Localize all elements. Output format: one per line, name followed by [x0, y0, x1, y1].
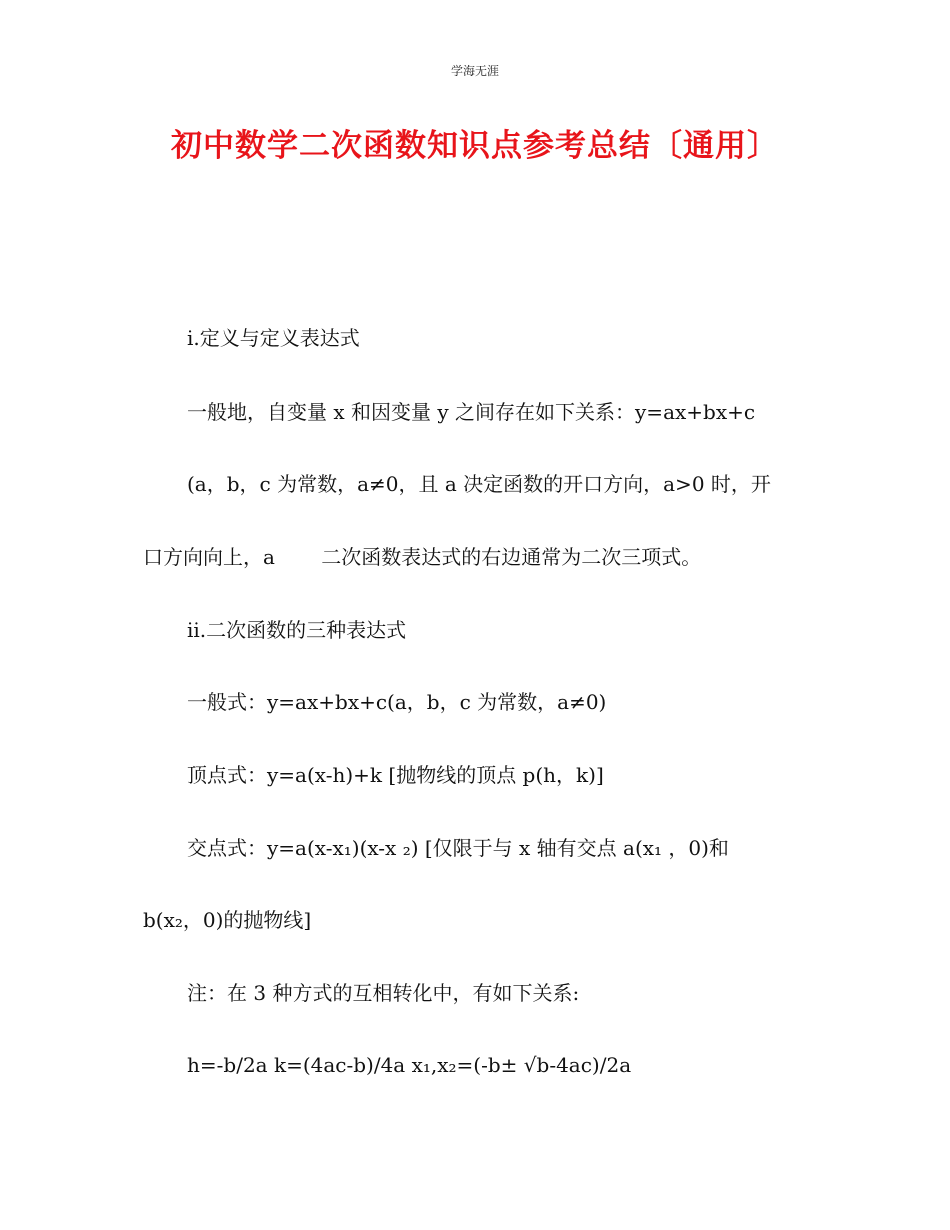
note-line: 注：在 3 种方式的互相转化中，有如下关系: [187, 981, 580, 1005]
intercept-form-line: 交点式：y=a(x-x₁)(x-x ₂) [仅限于与 x 轴有交点 a(x₁ ，0)和 [187, 836, 729, 860]
section-heading-definition: i.定义与定义表达式 [187, 326, 360, 350]
paragraph-line: b(x₂，0)的抛物线] [143, 908, 312, 932]
paragraph-line: (a，b，c 为常数，a≠0，且 a 决定函数的开口方向，a>0 时，开 [187, 472, 771, 496]
page-header: 学海无涯 [450, 64, 499, 78]
paragraph-line: 一般地，自变量 x 和因变量 y 之间存在如下关系：y=ax+bx+c [187, 400, 756, 424]
vertex-form-line: 顶点式：y=a(x-h)+k [抛物线的顶点 p(h，k)] [187, 763, 604, 787]
formula-line: h=-b/2a k=(4ac-b)/4a x₁,x₂=(-b± √b-4ac)/2a [187, 1053, 632, 1077]
paragraph-line: 口方向向上，a 二次函数表达式的右边通常为二次三项式。 [143, 545, 702, 569]
section-heading-three-forms: ii.二次函数的三种表达式 [187, 618, 407, 642]
document-title: 初中数学二次函数知识点参考总结〔通用〕 [171, 128, 779, 164]
general-form-line: 一般式：y=ax+bx+c(a，b，c 为常数，a≠0) [187, 690, 607, 714]
